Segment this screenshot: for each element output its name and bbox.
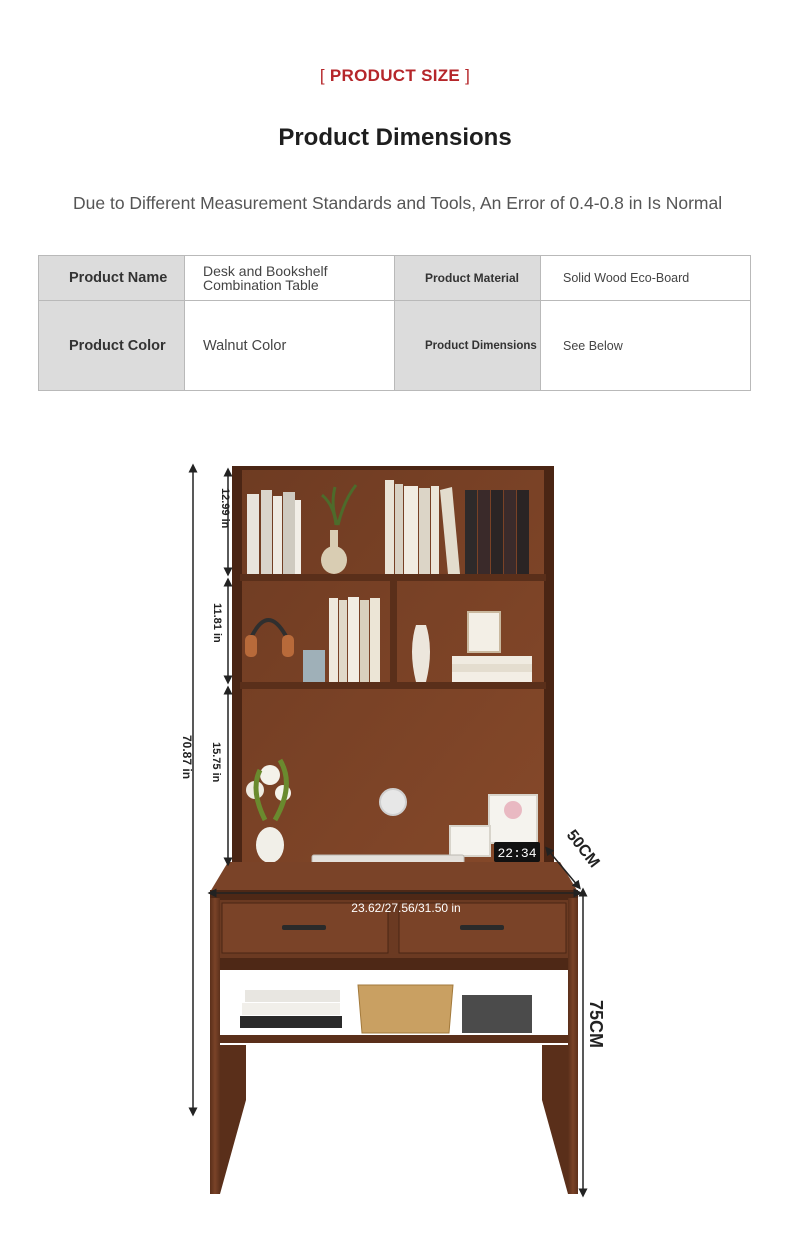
- books-top-middle: [385, 480, 460, 574]
- product-name-value: [185, 256, 395, 301]
- page-title: Product Dimensions: [278, 124, 512, 151]
- product-name-line1: Desk and Bookshelf: [203, 263, 328, 279]
- bracket-close: ]: [465, 66, 471, 85]
- bracket-open: [: [319, 66, 325, 85]
- pen-holder: [303, 650, 325, 682]
- product-color-value: Walnut Color: [185, 301, 395, 391]
- product-color-label: Product Color: [39, 301, 185, 391]
- section-tag: [0, 66, 790, 86]
- width-options-label: 23.62/27.56/31.50 in: [351, 901, 461, 915]
- product-name-line2: Combination Table: [203, 277, 319, 293]
- shelf3-height-label: 15.75 in: [210, 742, 222, 783]
- drawer-handle-left: [282, 925, 326, 930]
- shelf1-height-label: 12.99 in: [219, 488, 231, 529]
- spec-table: [38, 255, 751, 391]
- spec-row: [39, 301, 751, 391]
- product-dimensions-value: See Below: [541, 301, 751, 391]
- vase-middle: [412, 625, 430, 682]
- spec-row: [39, 256, 751, 301]
- binders-top-right: [465, 490, 529, 574]
- clock-time: 22:34: [497, 846, 537, 861]
- books-middle: [329, 597, 380, 682]
- product-material-value: Solid Wood Eco-Board: [541, 256, 751, 301]
- section-tag-label: PRODUCT SIZE: [329, 66, 461, 85]
- product-dimension-diagram: [0, 455, 790, 1215]
- digital-clock: [494, 842, 540, 862]
- desk-height-label: 75CM: [586, 1000, 606, 1049]
- depth-label: 50CM: [562, 826, 603, 872]
- product-dimensions-label: Product Dimensions: [395, 301, 541, 391]
- books-top-left: [247, 490, 301, 574]
- product-name-label: Product Name: [39, 256, 185, 301]
- bottom-shelf-items: [240, 985, 532, 1033]
- total-height-label: 70.87 in: [180, 735, 194, 780]
- measurement-note: Due to Different Measurement Standards and Tools, An Error of 0.4-0.8 in Is Normal: [73, 193, 723, 213]
- product-material-label: Product Material: [395, 256, 541, 301]
- cable-grommet: [380, 789, 406, 815]
- drawer-handle-right: [460, 925, 504, 930]
- shelf2-height-label: 11.81 in: [211, 603, 223, 643]
